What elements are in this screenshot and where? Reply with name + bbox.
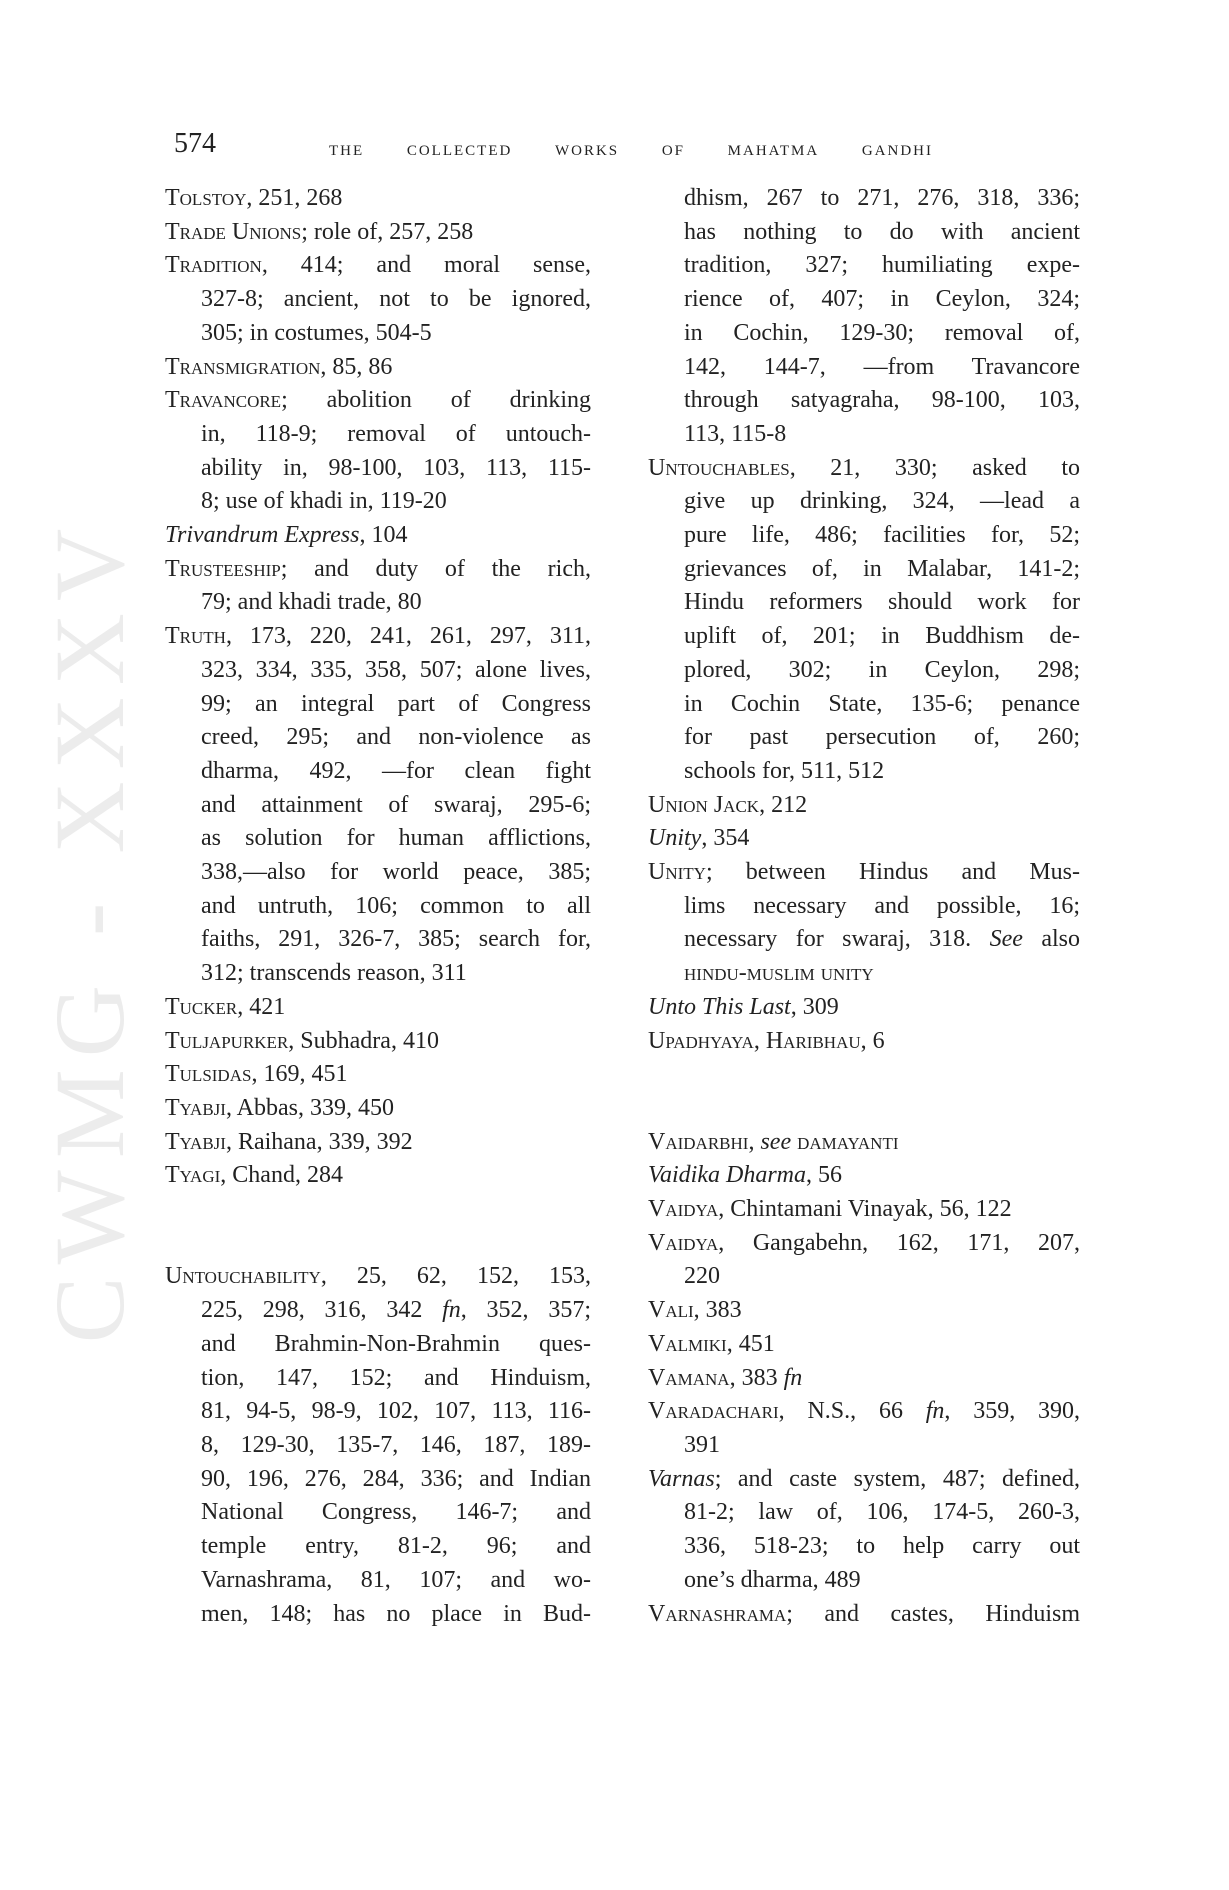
index-entry [165, 553, 591, 620]
entry-text: ; and duty of the rich, [280, 555, 591, 582]
entry-text: , Chintamani Vinayak, 56, 122 [718, 1196, 1012, 1223]
entry-text: see [760, 1128, 792, 1155]
entry-text: through satyagraha, 98-100, 103, [684, 387, 1080, 414]
index-entry [648, 1362, 1080, 1396]
entry-line [648, 216, 1080, 250]
entry-line [648, 1126, 1080, 1160]
entry-text: and attainment of swaraj, 295-6; [201, 791, 591, 818]
entry-heading: Tulsidas [165, 1061, 252, 1088]
entry-heading: Tuljapurker [165, 1027, 289, 1054]
entry-line [165, 283, 591, 317]
entry-text: , Raihana, 339, 392 [225, 1128, 413, 1155]
entry-text: lims necessary and possible, 16; [684, 892, 1080, 919]
entry-line [648, 856, 1080, 890]
entry-line [165, 418, 591, 452]
entry-line [648, 1227, 1080, 1261]
entry-line [165, 1598, 591, 1632]
entry-text: dharma, 492, —for clean fight [201, 757, 591, 784]
entry-heading: Tyagi [165, 1162, 221, 1189]
entry-line [648, 1025, 1080, 1059]
entry-text: , [753, 1027, 766, 1054]
index-entry [648, 789, 1080, 823]
entry-line [165, 452, 591, 486]
entry-line [165, 957, 591, 991]
entry-line [165, 721, 591, 755]
entry-text: , N.S., 66 [778, 1398, 926, 1425]
index-entry [165, 1159, 591, 1193]
entry-text: Hindu reformers should work for [684, 589, 1080, 616]
entry-text: creed, 295; and non-violence as [201, 724, 591, 751]
entry-text: fn [783, 1364, 803, 1391]
entry-text: 225, 298, 316, 342 [201, 1297, 443, 1324]
entry-heading: Varnashrama [648, 1600, 787, 1627]
entry-heading: Tyabji [165, 1094, 226, 1121]
entry-text: 113, 115-8 [684, 420, 787, 447]
entry-line [648, 384, 1080, 418]
entry-line [648, 1395, 1080, 1429]
entry-text: , 25, 62, 152, 153, [320, 1263, 591, 1290]
entry-line [165, 216, 591, 250]
entry-heading: Untouchables [648, 454, 790, 481]
entry-text: in Cochin, 129-30; removal of, [684, 319, 1080, 346]
entry-text: in Cochin State, 135-6; penance [684, 690, 1080, 717]
entry-line [648, 688, 1080, 722]
entry-text: National Congress, 146-7; and [201, 1499, 591, 1526]
entry-line [648, 351, 1080, 385]
index-entry [165, 519, 591, 553]
entry-text: and Brahmin-Non-Brahmin ques- [201, 1330, 591, 1357]
entry-text: , Chand, 284 [220, 1162, 343, 1189]
entry-line [648, 721, 1080, 755]
entry-line [165, 755, 591, 789]
entry-line [165, 822, 591, 856]
entry-line [648, 485, 1080, 519]
page-number: 574 [174, 128, 216, 159]
entry-line [165, 1092, 591, 1126]
entry-text: ; abolition of drinking [281, 387, 591, 414]
index-column-left [165, 182, 591, 1631]
index-entry [165, 351, 591, 385]
entry-heading: Unity [648, 859, 706, 886]
index-entry [648, 1395, 1080, 1462]
entry-text: also [1022, 926, 1080, 953]
entry-text: , 212 [759, 791, 808, 818]
entry-text: uplift of, 201; in Buddhism de- [684, 623, 1080, 650]
index-entry [165, 1092, 591, 1126]
entry-line [165, 1126, 591, 1160]
entry-line [165, 654, 591, 688]
entry-text: in, 118-9; removal of untouch- [201, 420, 591, 447]
entry-heading: Vaidya [648, 1196, 719, 1223]
index-entry [648, 182, 1080, 452]
entry-line [648, 991, 1080, 1025]
index-entry [648, 1227, 1080, 1294]
entry-text: , 104 [359, 522, 408, 549]
entry-text: men, 148; has no place in Bud- [201, 1600, 591, 1627]
entry-line [648, 1564, 1080, 1598]
entry-line [165, 789, 591, 823]
entry-line [648, 1362, 1080, 1396]
entry-heading: Untouchability [165, 1263, 321, 1290]
entry-line [165, 249, 591, 283]
entry-text: 79; and khadi trade, 80 [201, 589, 422, 616]
entry-text: , 251, 268 [246, 185, 343, 211]
entry-line [648, 1193, 1080, 1227]
entry-line [648, 620, 1080, 654]
index-entry [165, 249, 591, 350]
index-entry [648, 991, 1080, 1025]
index-entry [648, 1126, 1080, 1160]
entry-text: necessary for swaraj, 318. [684, 926, 990, 953]
entry-line [165, 1025, 591, 1059]
entry-line [648, 1463, 1080, 1497]
index-entry [165, 1058, 591, 1092]
entry-line [165, 182, 591, 216]
entry-text: hindu-muslim unity [684, 960, 874, 987]
entry-line [648, 890, 1080, 924]
entry-line [165, 553, 591, 587]
entry-heading: Truth [165, 623, 226, 650]
entry-text: dhism, 267 to 271, 276, 318, 336; [684, 185, 1080, 211]
entry-heading: Travancore [165, 387, 282, 414]
entry-line [165, 1564, 591, 1598]
entry-text: one’s dharma, 489 [684, 1566, 861, 1593]
entry-text: , Abbas, 339, 450 [225, 1094, 394, 1121]
entry-text: , 85, 86 [320, 353, 393, 380]
entry-heading: Tyabji [165, 1128, 226, 1155]
entry-line [648, 519, 1080, 553]
index-entry [648, 1294, 1080, 1328]
entry-text: 323, 334, 335, 358, 507; alone lives, [201, 656, 591, 683]
index-entry [165, 216, 591, 250]
entry-text: for past persecution of, 260; [684, 724, 1080, 751]
entry-heading: Vaidarbhi [648, 1128, 749, 1155]
entry-line [648, 317, 1080, 351]
entry-heading: Vaidya [648, 1229, 719, 1256]
entry-text: fn [925, 1398, 945, 1425]
entry-line [648, 553, 1080, 587]
entry-text: temple entry, 81-2, 96; and [201, 1533, 591, 1560]
entry-text: , 352, 357; [460, 1297, 592, 1324]
entry-line [165, 1328, 591, 1362]
entry-heading: Vaidika Dharma [648, 1162, 806, 1189]
entry-line [648, 418, 1080, 452]
entry-text: grievances of, in Malabar, 141-2; [684, 555, 1080, 582]
entry-text: has nothing to do with ancient [684, 218, 1080, 245]
entry-text: give up drinking, 324, —lead a [684, 488, 1080, 515]
entry-line [648, 1429, 1080, 1463]
entry-text: 220 [684, 1263, 720, 1290]
entry-heading: Transmigration [165, 353, 321, 380]
entry-line [165, 1294, 591, 1328]
entry-text: plored, 302; in Ceylon, 298; [684, 656, 1080, 683]
entry-text: 327-8; ancient, not to be ignored, [201, 286, 591, 313]
entry-text: 391 [684, 1432, 720, 1458]
entry-heading: Tucker [165, 993, 238, 1020]
entry-text: , 21, 330; asked to [789, 454, 1080, 481]
entry-text: schools for, 511, 512 [684, 757, 885, 784]
entry-text: , 6 [860, 1027, 885, 1054]
entry-line [165, 890, 591, 924]
entry-line [648, 1260, 1080, 1294]
entry-text: ; role of, 257, 258 [301, 218, 474, 245]
index-entry [648, 856, 1080, 991]
entry-text: Varnashrama, 81, 107; and wo- [201, 1566, 591, 1593]
entry-text: , 173, 220, 241, 261, 297, 311, [225, 623, 591, 650]
entry-heading: Varadachari [648, 1398, 779, 1425]
entry-text: as solution for human afflictions, [201, 825, 591, 852]
entry-heading: Valmiki [648, 1330, 727, 1357]
index-entry [648, 1025, 1080, 1059]
entry-line [648, 1530, 1080, 1564]
entry-text: 99; an integral part of Congress [201, 690, 591, 717]
entry-line [165, 1058, 591, 1092]
entry-text: ; between Hindus and Mus- [705, 859, 1080, 886]
index-entry [165, 991, 591, 1025]
entry-text: 8; use of khadi in, 119-20 [201, 488, 447, 515]
entry-heading: Union Jack [648, 791, 760, 818]
entry-line [648, 654, 1080, 688]
entry-line [165, 485, 591, 519]
entry-text: See [989, 926, 1023, 953]
entry-text: 81, 94-5, 98-9, 102, 107, 113, 116- [201, 1398, 591, 1425]
entry-text: , 359, 390, [944, 1398, 1080, 1425]
entry-text: 312; transcends reason, 311 [201, 960, 467, 987]
entry-line [648, 1598, 1080, 1632]
index-entry [648, 1159, 1080, 1193]
entry-line [165, 688, 591, 722]
entry-text: Haribhau [765, 1027, 861, 1054]
entry-text: 336, 518-23; to help carry out [684, 1533, 1080, 1560]
entry-line [648, 822, 1080, 856]
entry-text: damayanti [797, 1128, 899, 1155]
entry-text: 8, 129-30, 135-7, 146, 187, 189- [201, 1432, 591, 1458]
entry-text: , Subhadra, 410 [288, 1027, 439, 1054]
entry-line [648, 182, 1080, 216]
entry-line [648, 283, 1080, 317]
entry-text: , 383 [729, 1364, 784, 1391]
entry-heading: Trade Unions [165, 218, 302, 245]
entry-line [165, 1463, 591, 1497]
entry-line [165, 620, 591, 654]
entry-text: 338,—also for world peace, 385; [201, 859, 591, 886]
entry-heading: Vali [648, 1297, 694, 1324]
entry-text: ; and castes, Hinduism [786, 1600, 1080, 1627]
entry-line [165, 519, 591, 553]
entry-text: 81-2; law of, 106, 174-5, 260-3, [684, 1499, 1080, 1526]
watermark: CWMG - XXXV [34, 516, 145, 1344]
entry-line [648, 452, 1080, 486]
entry-line [165, 1362, 591, 1396]
entry-text: fn [442, 1297, 461, 1324]
entry-heading: Trivandrum Express [165, 522, 360, 549]
entry-text: tradition, 327; humiliating expe- [684, 252, 1080, 279]
index-entry [165, 1126, 591, 1160]
index-entry [648, 822, 1080, 856]
index-entry [165, 182, 591, 216]
entry-text: , 309 [790, 993, 839, 1020]
entry-line [648, 789, 1080, 823]
entry-line [165, 856, 591, 890]
entry-line [165, 923, 591, 957]
entry-heading: Tolstoy [165, 185, 247, 211]
index-entry [165, 620, 591, 991]
entry-line [648, 1159, 1080, 1193]
entry-text: ability in, 98-100, 103, 113, 115- [201, 454, 591, 481]
index-entry [648, 1193, 1080, 1227]
index-entry [165, 1260, 591, 1631]
entry-line [165, 1530, 591, 1564]
entry-text: , 383 [693, 1297, 742, 1324]
entry-text: faiths, 291, 326-7, 385; search for, [201, 926, 591, 953]
entry-text: pure life, 486; facilities for, 52; [684, 522, 1080, 549]
entry-line [648, 957, 1080, 991]
entry-line [165, 1159, 591, 1193]
entry-heading: Upadhyaya [648, 1027, 754, 1054]
running-title: the collected works of mahatma gandhi [329, 135, 933, 160]
entry-text: 142, 144-7, —from Travancore [684, 353, 1080, 380]
entry-line [165, 586, 591, 620]
entry-text: , [748, 1128, 761, 1155]
entry-line [165, 317, 591, 351]
entry-line [165, 384, 591, 418]
entry-text: 305; in costumes, 504-5 [201, 319, 432, 346]
entry-heading: Unto This Last [648, 993, 791, 1020]
entry-heading: Trusteeship [165, 555, 281, 582]
entry-line [165, 351, 591, 385]
entry-text: , 421 [237, 993, 286, 1020]
index-entry [165, 384, 591, 519]
entry-text: , Gangabehn, 162, 171, 207, [718, 1229, 1080, 1256]
entry-text: , 56 [806, 1162, 842, 1189]
index-column-right [648, 182, 1080, 1631]
index-entry [165, 1025, 591, 1059]
entry-text: and untruth, 106; common to all [201, 892, 591, 919]
entry-heading: Unity [648, 825, 702, 852]
entry-line [648, 1294, 1080, 1328]
entry-heading: Varnas [648, 1465, 715, 1492]
index-entry [648, 1328, 1080, 1362]
section-gap [165, 1193, 591, 1260]
entry-text: , 354 [701, 825, 750, 852]
entry-text: tion, 147, 152; and Hinduism, [201, 1364, 591, 1391]
entry-line [648, 1496, 1080, 1530]
entry-text: , 414; and moral sense, [261, 252, 591, 279]
entry-text: 90, 196, 276, 284, 336; and Indian [201, 1465, 591, 1492]
entry-text: , 451 [726, 1330, 775, 1357]
entry-heading: Vamana [648, 1364, 730, 1391]
entry-heading: Tradition [165, 252, 262, 279]
index-entry [648, 1598, 1080, 1632]
entry-text: rience of, 407; in Ceylon, 324; [684, 286, 1080, 313]
entry-line [165, 1496, 591, 1530]
entry-line [165, 991, 591, 1025]
section-gap [648, 1058, 1080, 1125]
entry-line [165, 1429, 591, 1463]
index-entry [648, 452, 1080, 789]
entry-line [648, 755, 1080, 789]
entry-line [648, 586, 1080, 620]
entry-text: , 169, 451 [251, 1061, 348, 1088]
entry-line [165, 1395, 591, 1429]
entry-line [648, 1328, 1080, 1362]
entry-line [165, 1260, 591, 1294]
entry-line [648, 923, 1080, 957]
entry-text: ; and caste system, 487; defined, [714, 1465, 1080, 1492]
entry-line [648, 249, 1080, 283]
index-entry [648, 1463, 1080, 1598]
